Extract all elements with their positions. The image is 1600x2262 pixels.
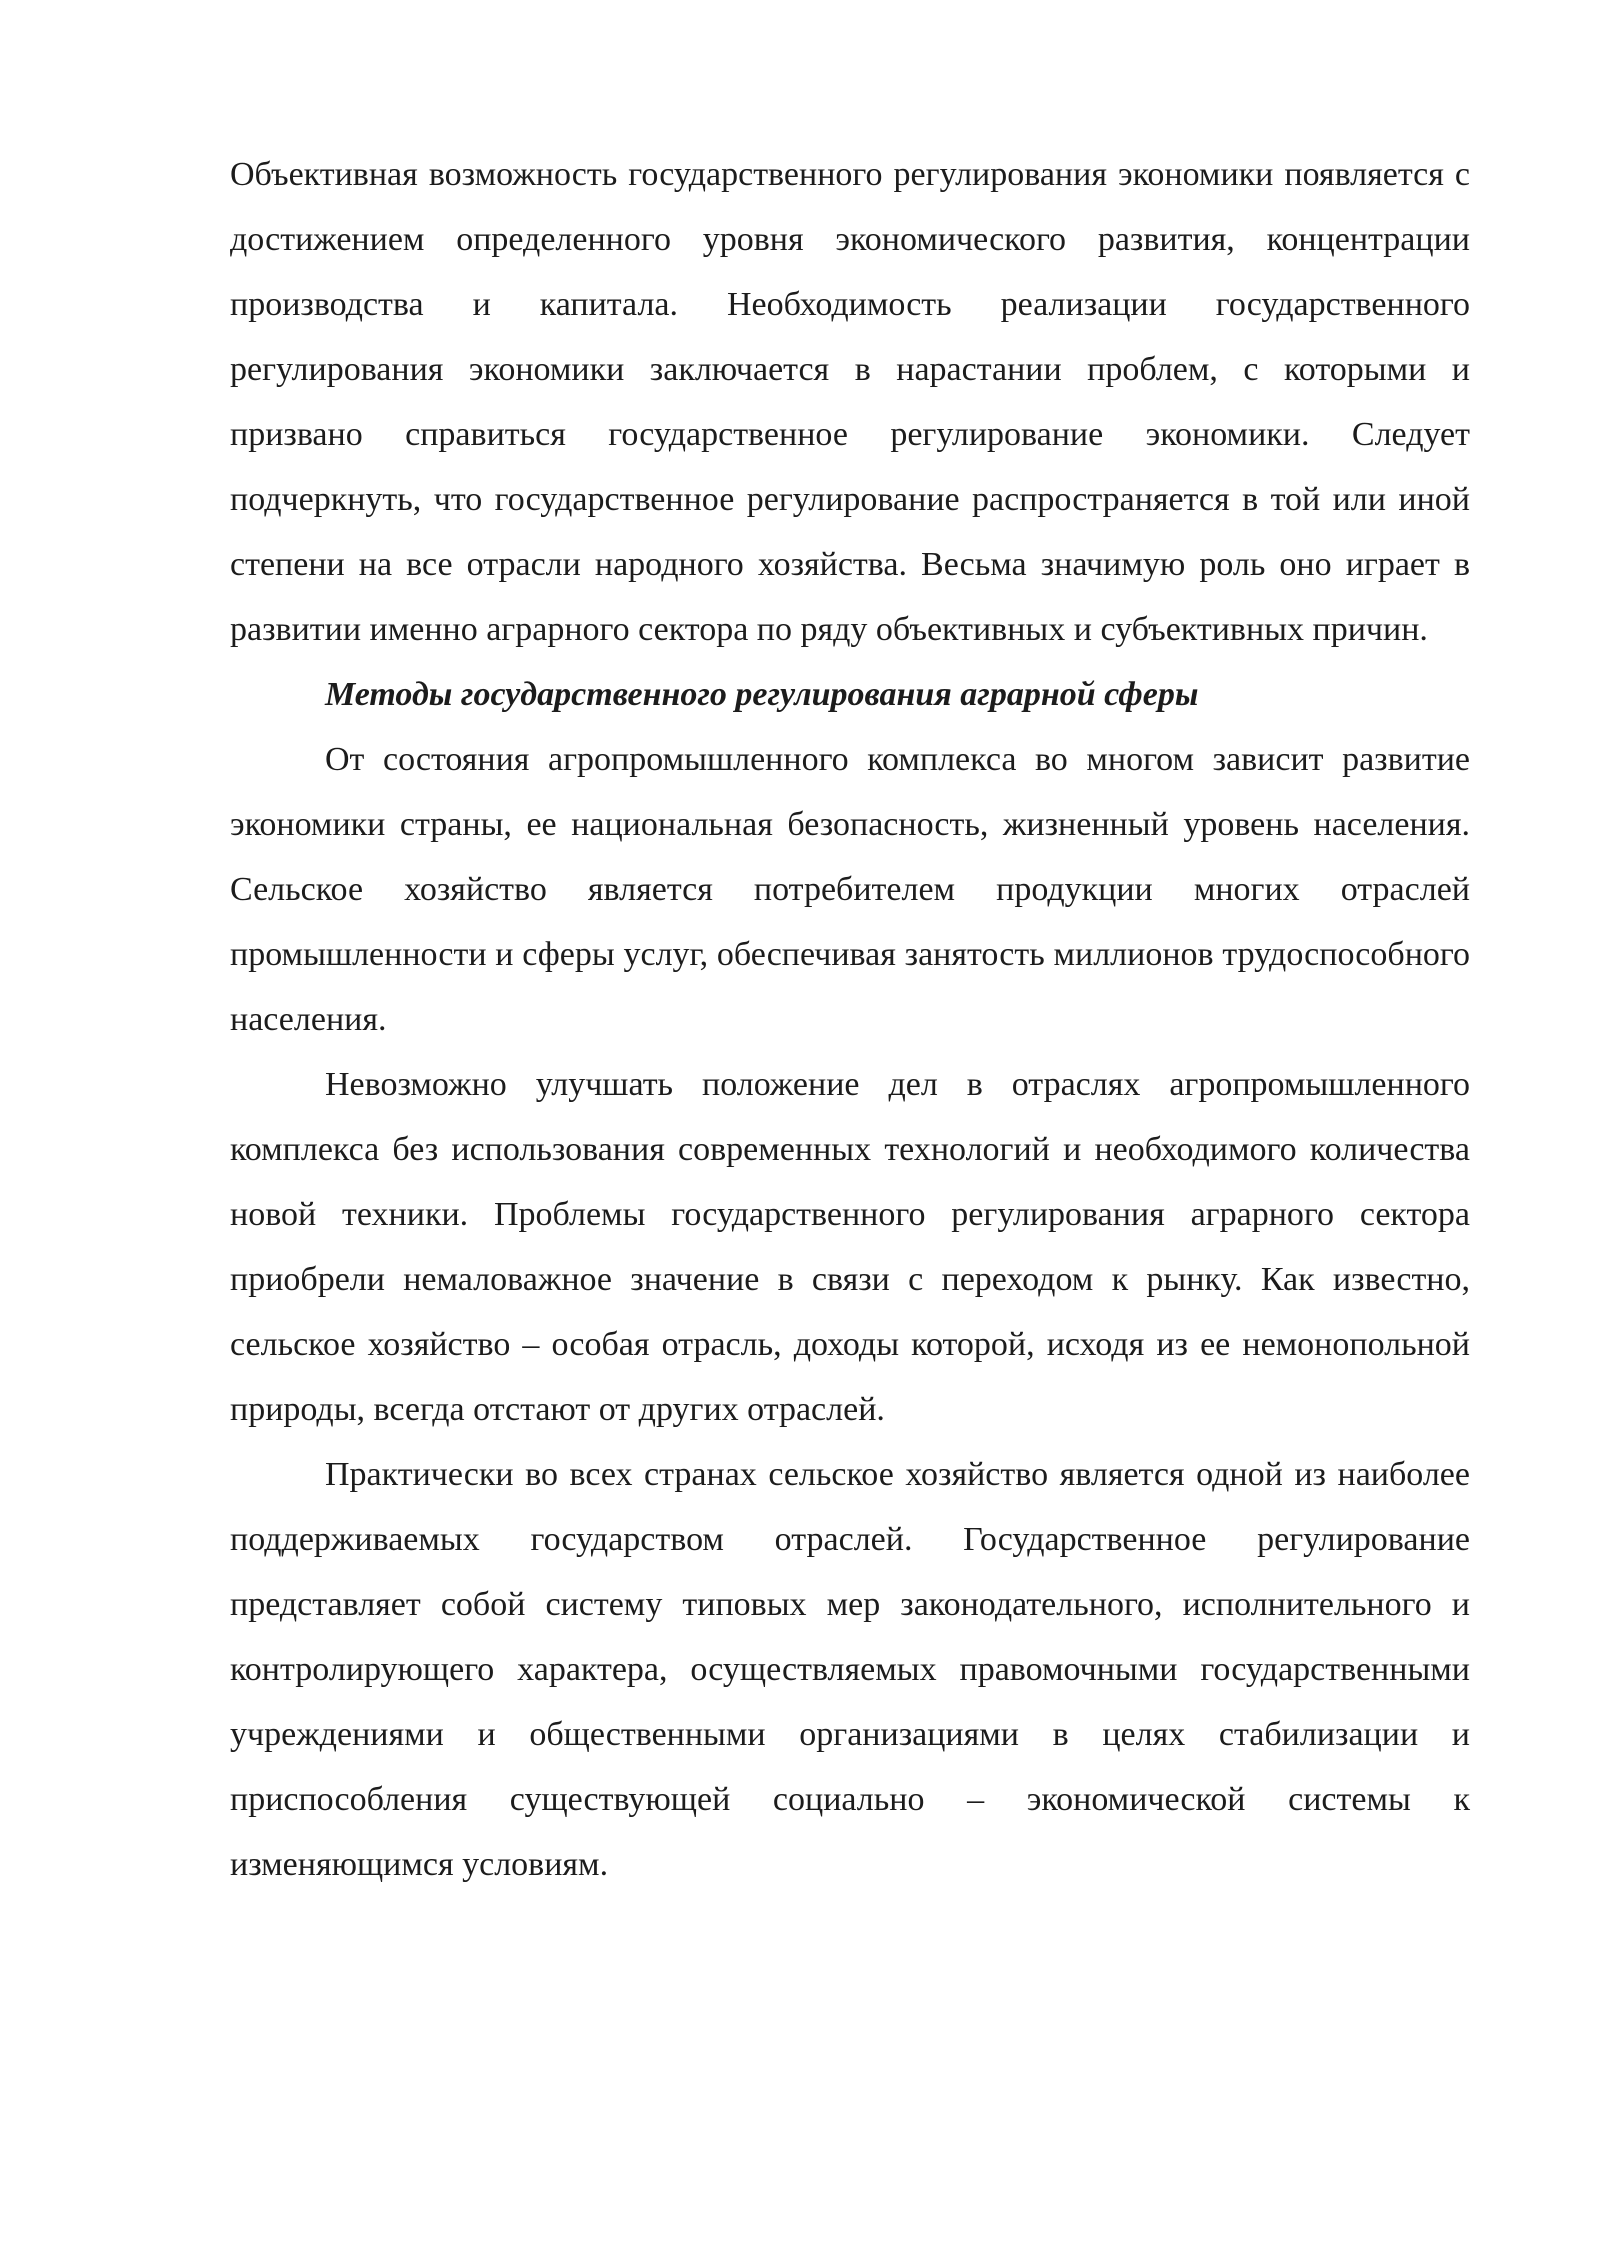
body-paragraph-2: Невозможно улучшать положение дел в отраслях агропромышленного комплекса без использования современных технологий и необходимого количества новой техники. Проблемы государственного регулирования аграрного сектора приобрели немаловажное значение в связи с переходом к рынку. Как известно, сельское хозяйство – особая отрасль, доходы которой, исходя из ее немонопольной природы, всегда отстают от других отраслей. xyxy=(230,1066,1470,1428)
intro-paragraph: Объективная возможность государственного регулирования экономики появляется с достижением определенного уровня экономического развития, концентрации производства и капитала. Необходимость реализации государственного регулирования экономики заключается в нарастании проблем, с которыми и призвано справиться государственное регулирование экономики. Следует подчеркнуть, что государственное регулирование распространяется в той или иной степени на все отрасли народного хозяйства. Весьма значимую роль оно играет в развитии именно аграрного сектора по ряду объективных и субъективных причин. xyxy=(230,156,1470,648)
body-paragraph-3: Практически во всех странах сельское хозяйство является одной из наиболее поддерживаемых государством отраслей. Государственное регулирование представляет собой систему типовых мер законодательного, исполнительного и контролирующего характера, осуществляемых правомочными государственными учреждениями и общественными организациями в целях стабилизации и приспособления существующей социально – экономической системы к изменяющимся условиям. xyxy=(230,1456,1470,1883)
body-paragraph-1: От состояния агропромышленного комплекса во многом зависит развитие экономики страны, ее национальная безопасность, жизненный уровень населения. Сельское хозяйство является потребителем продукции многих отраслей промышленности и сферы услуг, обеспечивая занятость миллионов трудоспособного населения. xyxy=(230,741,1470,1038)
document-body xyxy=(230,142,1470,1897)
section-heading: Методы государственного регулирования аграрной сферы xyxy=(325,676,1199,713)
